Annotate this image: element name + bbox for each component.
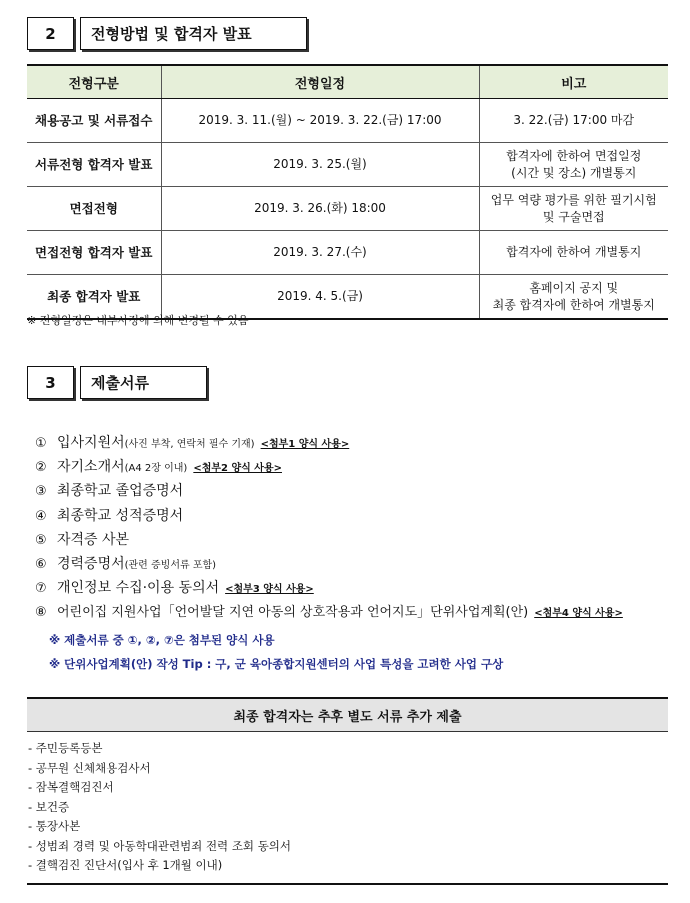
note-line-1: 홈페이지 공지 및 — [529, 280, 619, 295]
table-row — [27, 143, 668, 187]
list-item — [35, 480, 623, 504]
item-note: (A4 2장 이내) — [124, 463, 188, 475]
item-text: 자기소개서 — [57, 459, 125, 476]
attachment-label: <첨부3 양식 사용> — [225, 584, 314, 596]
final-documents-heading: 최종 합격자는 추후 별도 서류 추가 제출 — [27, 697, 668, 732]
list-item — [35, 601, 623, 625]
item-note: (관련 증빙서류 포함) — [124, 559, 217, 571]
note-line-1: 합격자에 한하여 개별통지 — [506, 245, 642, 259]
form-usage-note: ※ 제출서류 중 ①, ②, ⑦은 첨부된 양식 사용 — [49, 633, 275, 647]
item-number: ① — [35, 436, 47, 451]
list-item — [35, 432, 623, 456]
item-text: 최종학교 졸업증명서 — [57, 483, 184, 500]
schedule-cell: 2019. 3. 11.(월) ~ 2019. 3. 22.(금) 17:00 — [161, 99, 479, 143]
schedule-footnote: ※ 전형일정은 내부사정에 의해 변경될 수 있음 — [27, 314, 249, 327]
item-number: ⑦ — [35, 581, 47, 597]
note-cell — [479, 187, 668, 231]
list-item — [35, 456, 623, 480]
schedule-cell: 2019. 3. 25.(월) — [161, 143, 479, 187]
attachment-label: <첨부2 양식 사용> — [193, 463, 282, 475]
item-number: ③ — [35, 484, 47, 500]
table-row — [27, 231, 668, 275]
list-item — [35, 529, 623, 553]
final-document-list — [28, 740, 291, 877]
note-line-1: 3. 22.(금) 17:00 마감 — [513, 113, 635, 127]
item-note: (사진 부착, 연락처 필수 기재) — [124, 439, 255, 450]
section-3-number: 3 — [27, 366, 74, 399]
section-2-header — [27, 17, 307, 50]
list-item: - 보건증 — [28, 799, 70, 814]
list-item — [35, 553, 623, 577]
item-number: ④ — [35, 508, 47, 524]
header-schedule: 전형일정 — [161, 65, 479, 99]
plan-writing-tip: ※ 단위사업계획(안) 작성 Tip : 구, 군 육아종합지원센터의 사업 특성을 고려한 사업 구상 — [49, 657, 504, 671]
stage-cell: 채용공고 및 서류접수 — [27, 99, 161, 143]
attachment-label: <첨부1 양식 사용> — [260, 439, 350, 450]
item-text: 어린이집 지원사업「언어발달 지연 아동의 상호작용과 언어지도」단위사업계획(안) — [57, 605, 529, 621]
list-item: - 잠복결핵검진서 — [28, 780, 114, 794]
note-line-2: 최종 합격자에 한하여 개별통지 — [492, 297, 655, 312]
header-stage: 전형구분 — [27, 65, 161, 99]
list-item — [35, 505, 623, 529]
list-item: - 공무원 신체채용검사서 — [28, 760, 151, 775]
note-line-1: 합격자에 한하여 면접일정 — [506, 148, 642, 163]
stage-cell: 면접전형 합격자 발표 — [27, 231, 161, 275]
item-text: 자격증 사본 — [57, 531, 130, 548]
item-number: ⑤ — [35, 532, 47, 548]
note-line-2: (시간 및 장소) 개별통지 — [511, 165, 637, 180]
item-text: 입사지원서 — [57, 435, 125, 451]
item-text: 경력증명서 — [57, 555, 125, 572]
list-item: - 통장사본 — [28, 819, 81, 833]
note-line-1: 업무 역량 평가를 위한 필기시험 — [490, 192, 657, 207]
note-cell — [479, 275, 668, 320]
schedule-cell: 2019. 4. 5.(금) — [161, 275, 479, 320]
item-number: ② — [35, 460, 47, 476]
stage-cell: 서류전형 합격자 발표 — [27, 143, 161, 187]
section-3-header — [27, 366, 207, 399]
header-note: 비고 — [479, 65, 668, 99]
stage-cell: 최종 합격자 발표 — [27, 275, 161, 320]
note-cell — [479, 99, 668, 143]
section-2-title: 전형방법 및 합격자 발표 — [80, 17, 307, 50]
item-text: 최종학교 성적증명서 — [57, 507, 184, 524]
bottom-divider — [27, 883, 668, 885]
list-item: - 결핵검진 진단서(입사 후 1개월 이내) — [28, 858, 223, 872]
table-header-row — [27, 65, 668, 99]
table-row — [27, 187, 668, 231]
list-item: - 성범죄 경력 및 아동학대관련범죄 전력 조회 동의서 — [28, 838, 292, 853]
note-cell — [479, 143, 668, 187]
note-line-2: 및 구술면접 — [542, 209, 605, 224]
stage-cell: 면접전형 — [27, 187, 161, 231]
item-number: ⑧ — [35, 605, 47, 621]
section-2-number: 2 — [27, 17, 74, 50]
note-cell — [479, 231, 668, 275]
item-number: ⑥ — [35, 556, 47, 572]
section-3-title: 제출서류 — [80, 366, 207, 399]
list-item — [35, 577, 623, 601]
list-item: - 주민등록등본 — [28, 741, 103, 755]
attachment-label: <첨부4 양식 사용> — [534, 608, 623, 620]
document-list — [35, 432, 623, 626]
table-row — [27, 99, 668, 143]
schedule-cell: 2019. 3. 26.(화) 18:00 — [161, 187, 479, 231]
schedule-cell: 2019. 3. 27.(수) — [161, 231, 479, 275]
schedule-table — [27, 64, 668, 320]
item-text: 개인정보 수집·이용 동의서 — [57, 580, 220, 597]
